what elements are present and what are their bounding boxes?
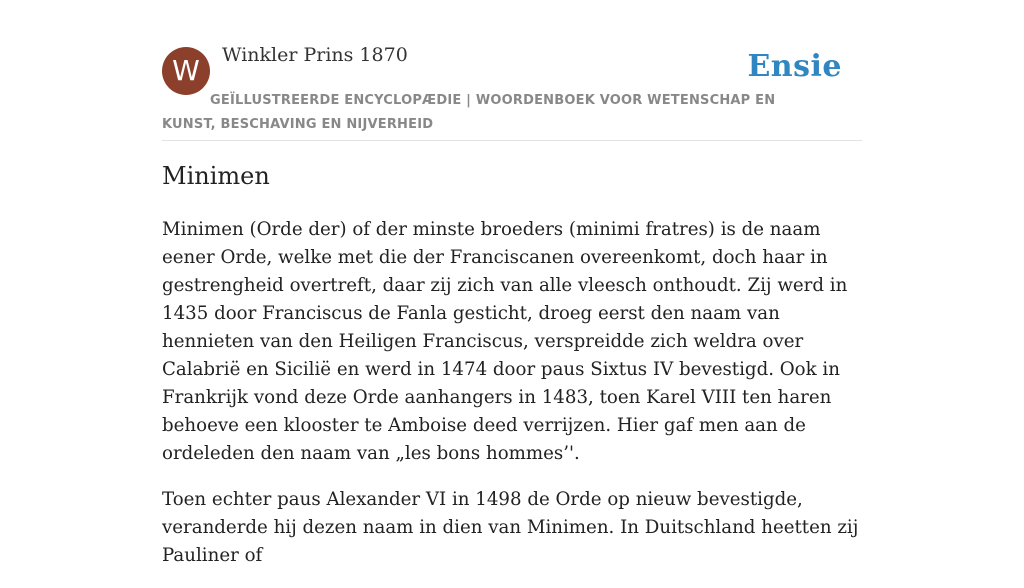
article-body: [162, 216, 862, 588]
page: [162, 0, 862, 566]
article-paragraph: Toen echter paus Alexander VI in 1498 de Orde op nieuw bevestigde, veranderde hij dezen naam in dien van Minimen. In Duitschland heetten zij Pauliner of: [162, 489, 859, 566]
article-title: Minimen: [162, 162, 270, 190]
source-avatar[interactable]: W: [162, 47, 210, 95]
source-title-link[interactable]: Winkler Prins 1870: [222, 44, 408, 66]
article-paragraph: Minimen (Orde der) of der minste broeders (minimi fratres) is de naam eener Orde, welke met die der Franciscanen overeenkomt, doch haar in gestrengheid overtreft, daar zij zich van alle vleesch onthoudt. Zij werd in 1435 door Franciscus de Fanla gesticht, droeg eerst den naam van hennieten van den Heiligen Franciscus, verspreidde zich weldra over Calabrië en Sicilië en werd in 1474 door paus Sixtus IV bevestigd. Ook in Frankrijk vond deze Orde aanhangers in 1483, toen Karel VIII ten haren behoeve een klooster te Amboise deed verrijzen. Hier gaf men aan de ordeleden den naam van „les bons hommes’'.: [162, 219, 848, 464]
brand-logo[interactable]: Ensie: [747, 49, 842, 84]
source-header: [162, 0, 862, 141]
source-subtitle: GEÏLLUSTREERDE ENCYCLOPÆDIE | WOORDENBOEK VOOR WETENSCHAP EN KUNST, BESCHAVING EN NIJVERHEID: [162, 93, 776, 132]
